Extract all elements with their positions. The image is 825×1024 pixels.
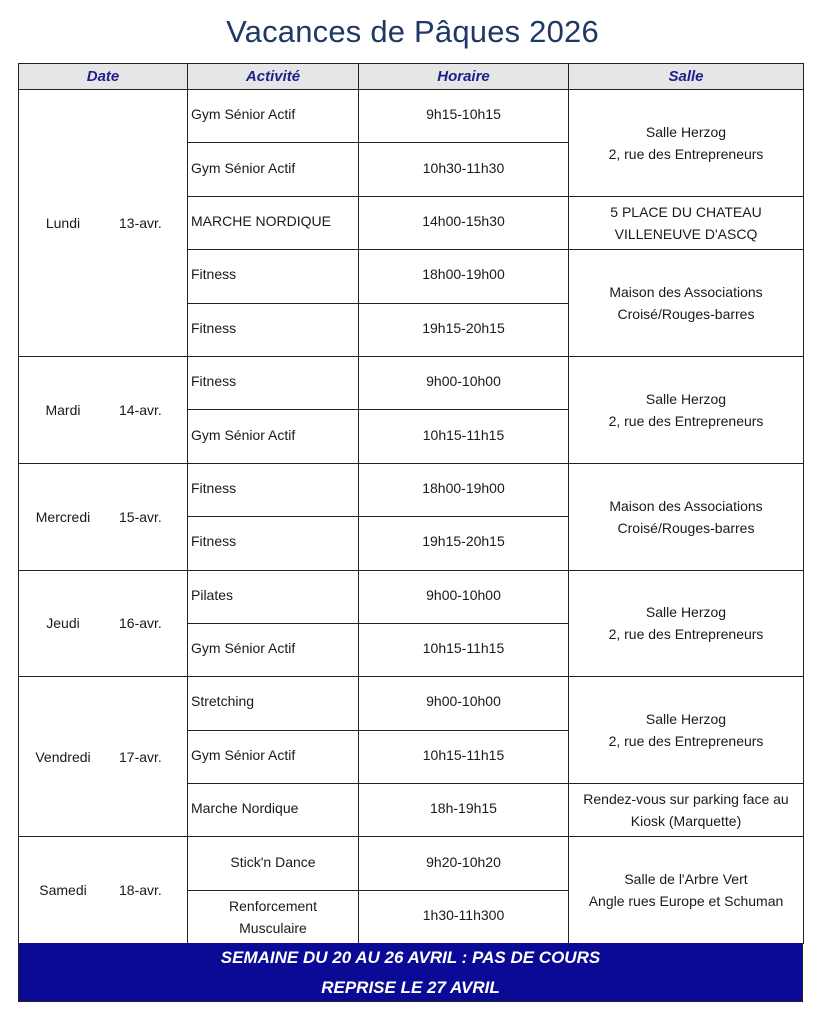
activity: Pilates [188, 570, 359, 623]
venue-name: Salle Herzog [645, 390, 727, 407]
header-date: Date [19, 64, 188, 90]
schedule-table [18, 63, 804, 944]
day-name: Vendredi [35, 748, 91, 765]
venue [569, 784, 804, 837]
date-cell-jeudi [19, 570, 188, 677]
activity: Fitness [188, 356, 359, 409]
time-slot: 18h00-19h00 [359, 463, 569, 516]
banner-line-closure: SEMAINE DU 20 AU 26 AVRIL : PAS DE COURS [220, 948, 601, 967]
activity: Gym Sénior Actif [188, 90, 359, 143]
day-name: Mercredi [35, 508, 91, 525]
day-name: Samedi [39, 882, 87, 899]
activity: Fitness [188, 517, 359, 570]
time-slot: 19h15-20h15 [359, 303, 569, 356]
activity: MARCHE NORDIQUE [188, 196, 359, 249]
activity: Fitness [188, 463, 359, 516]
activity: Gym Sénior Actif [188, 410, 359, 463]
time-slot: 9h00-10h00 [359, 356, 569, 409]
time-slot: 10h30-11h30 [359, 143, 569, 196]
table-row [19, 570, 804, 623]
activity: Gym Sénior Actif [188, 730, 359, 783]
table-row [19, 356, 804, 409]
time-slot: 1h30-11h300 [359, 890, 569, 943]
venue-address: Angle rues Europe et Schuman [588, 893, 784, 910]
activity: Marche Nordique [188, 784, 359, 837]
venue [569, 463, 804, 570]
time-slot: 18h-19h15 [359, 784, 569, 837]
activity: Gym Sénior Actif [188, 623, 359, 676]
header-activite: Activité [188, 64, 359, 90]
date-cell-vendredi [19, 677, 188, 837]
time-slot: 10h15-11h15 [359, 730, 569, 783]
venue-address: 2, rue des Entrepreneurs [608, 733, 764, 750]
day-name: Mardi [45, 401, 81, 418]
venue-address: 2, rue des Entrepreneurs [608, 412, 764, 429]
venue [569, 570, 804, 677]
day-date: 16-avr. [119, 615, 162, 632]
time-slot: 9h00-10h00 [359, 677, 569, 730]
venue-name: Salle de l'Arbre Vert [624, 871, 748, 888]
table-row [19, 837, 804, 890]
venue-name: Salle Herzog [645, 711, 727, 728]
venue-address: 2, rue des Entrepreneurs [608, 626, 764, 643]
time-slot: 18h00-19h00 [359, 250, 569, 303]
table-row [19, 677, 804, 730]
day-date: 17-avr. [119, 748, 162, 765]
time-slot: 14h00-15h30 [359, 196, 569, 249]
venue [569, 837, 804, 944]
venue-address: 2, rue des Entrepreneurs [608, 145, 764, 162]
venue-name: Salle Herzog [645, 123, 727, 140]
table-row [19, 463, 804, 516]
venue [569, 677, 804, 784]
activity: Stretching [188, 677, 359, 730]
day-date: 14-avr. [119, 401, 162, 418]
venue-name: Salle Herzog [645, 604, 727, 621]
time-slot: 10h15-11h15 [359, 623, 569, 676]
activity: Gym Sénior Actif [188, 143, 359, 196]
activity: Renforcement Musculaire [188, 890, 359, 943]
activity: Stick'n Dance [188, 837, 359, 890]
activity: Fitness [188, 303, 359, 356]
day-date: 15-avr. [119, 508, 162, 525]
page-title: Vacances de Pâques 2026 [226, 14, 599, 49]
venue-address: Croisé/Rouges-barres [617, 306, 755, 323]
venue-name: Rendez-vous sur parking face au [583, 791, 789, 808]
venue-name: 5 PLACE DU CHATEAU [610, 203, 762, 220]
date-cell-lundi [19, 90, 188, 357]
header-row [19, 64, 804, 90]
venue [569, 196, 804, 249]
venue-name: Maison des Associations [609, 284, 763, 301]
date-cell-samedi [19, 837, 188, 944]
banner-line-resume: REPRISE LE 27 AVRIL [321, 978, 500, 997]
day-date: 13-avr. [119, 214, 162, 231]
table-row [19, 90, 804, 143]
date-cell-mardi [19, 356, 188, 463]
closure-banner [18, 943, 803, 1002]
venue [569, 90, 804, 197]
day-name: Jeudi [46, 615, 80, 632]
time-slot: 10h15-11h15 [359, 410, 569, 463]
time-slot: 9h20-10h20 [359, 837, 569, 890]
venue-address: Croisé/Rouges-barres [617, 519, 755, 536]
time-slot: 9h00-10h00 [359, 570, 569, 623]
day-name: Lundi [45, 214, 81, 231]
venue [569, 356, 804, 463]
venue-address: VILLENEUVE D'ASCQ [614, 225, 758, 242]
date-cell-mercredi [19, 463, 188, 570]
day-date: 18-avr. [119, 882, 162, 899]
time-slot: 19h15-20h15 [359, 517, 569, 570]
time-slot: 9h15-10h15 [359, 90, 569, 143]
header-salle: Salle [569, 64, 804, 90]
activity: Fitness [188, 250, 359, 303]
header-horaire: Horaire [359, 64, 569, 90]
venue [569, 250, 804, 357]
venue-address: Kiosk (Marquette) [630, 813, 742, 830]
venue-name: Maison des Associations [609, 497, 763, 514]
